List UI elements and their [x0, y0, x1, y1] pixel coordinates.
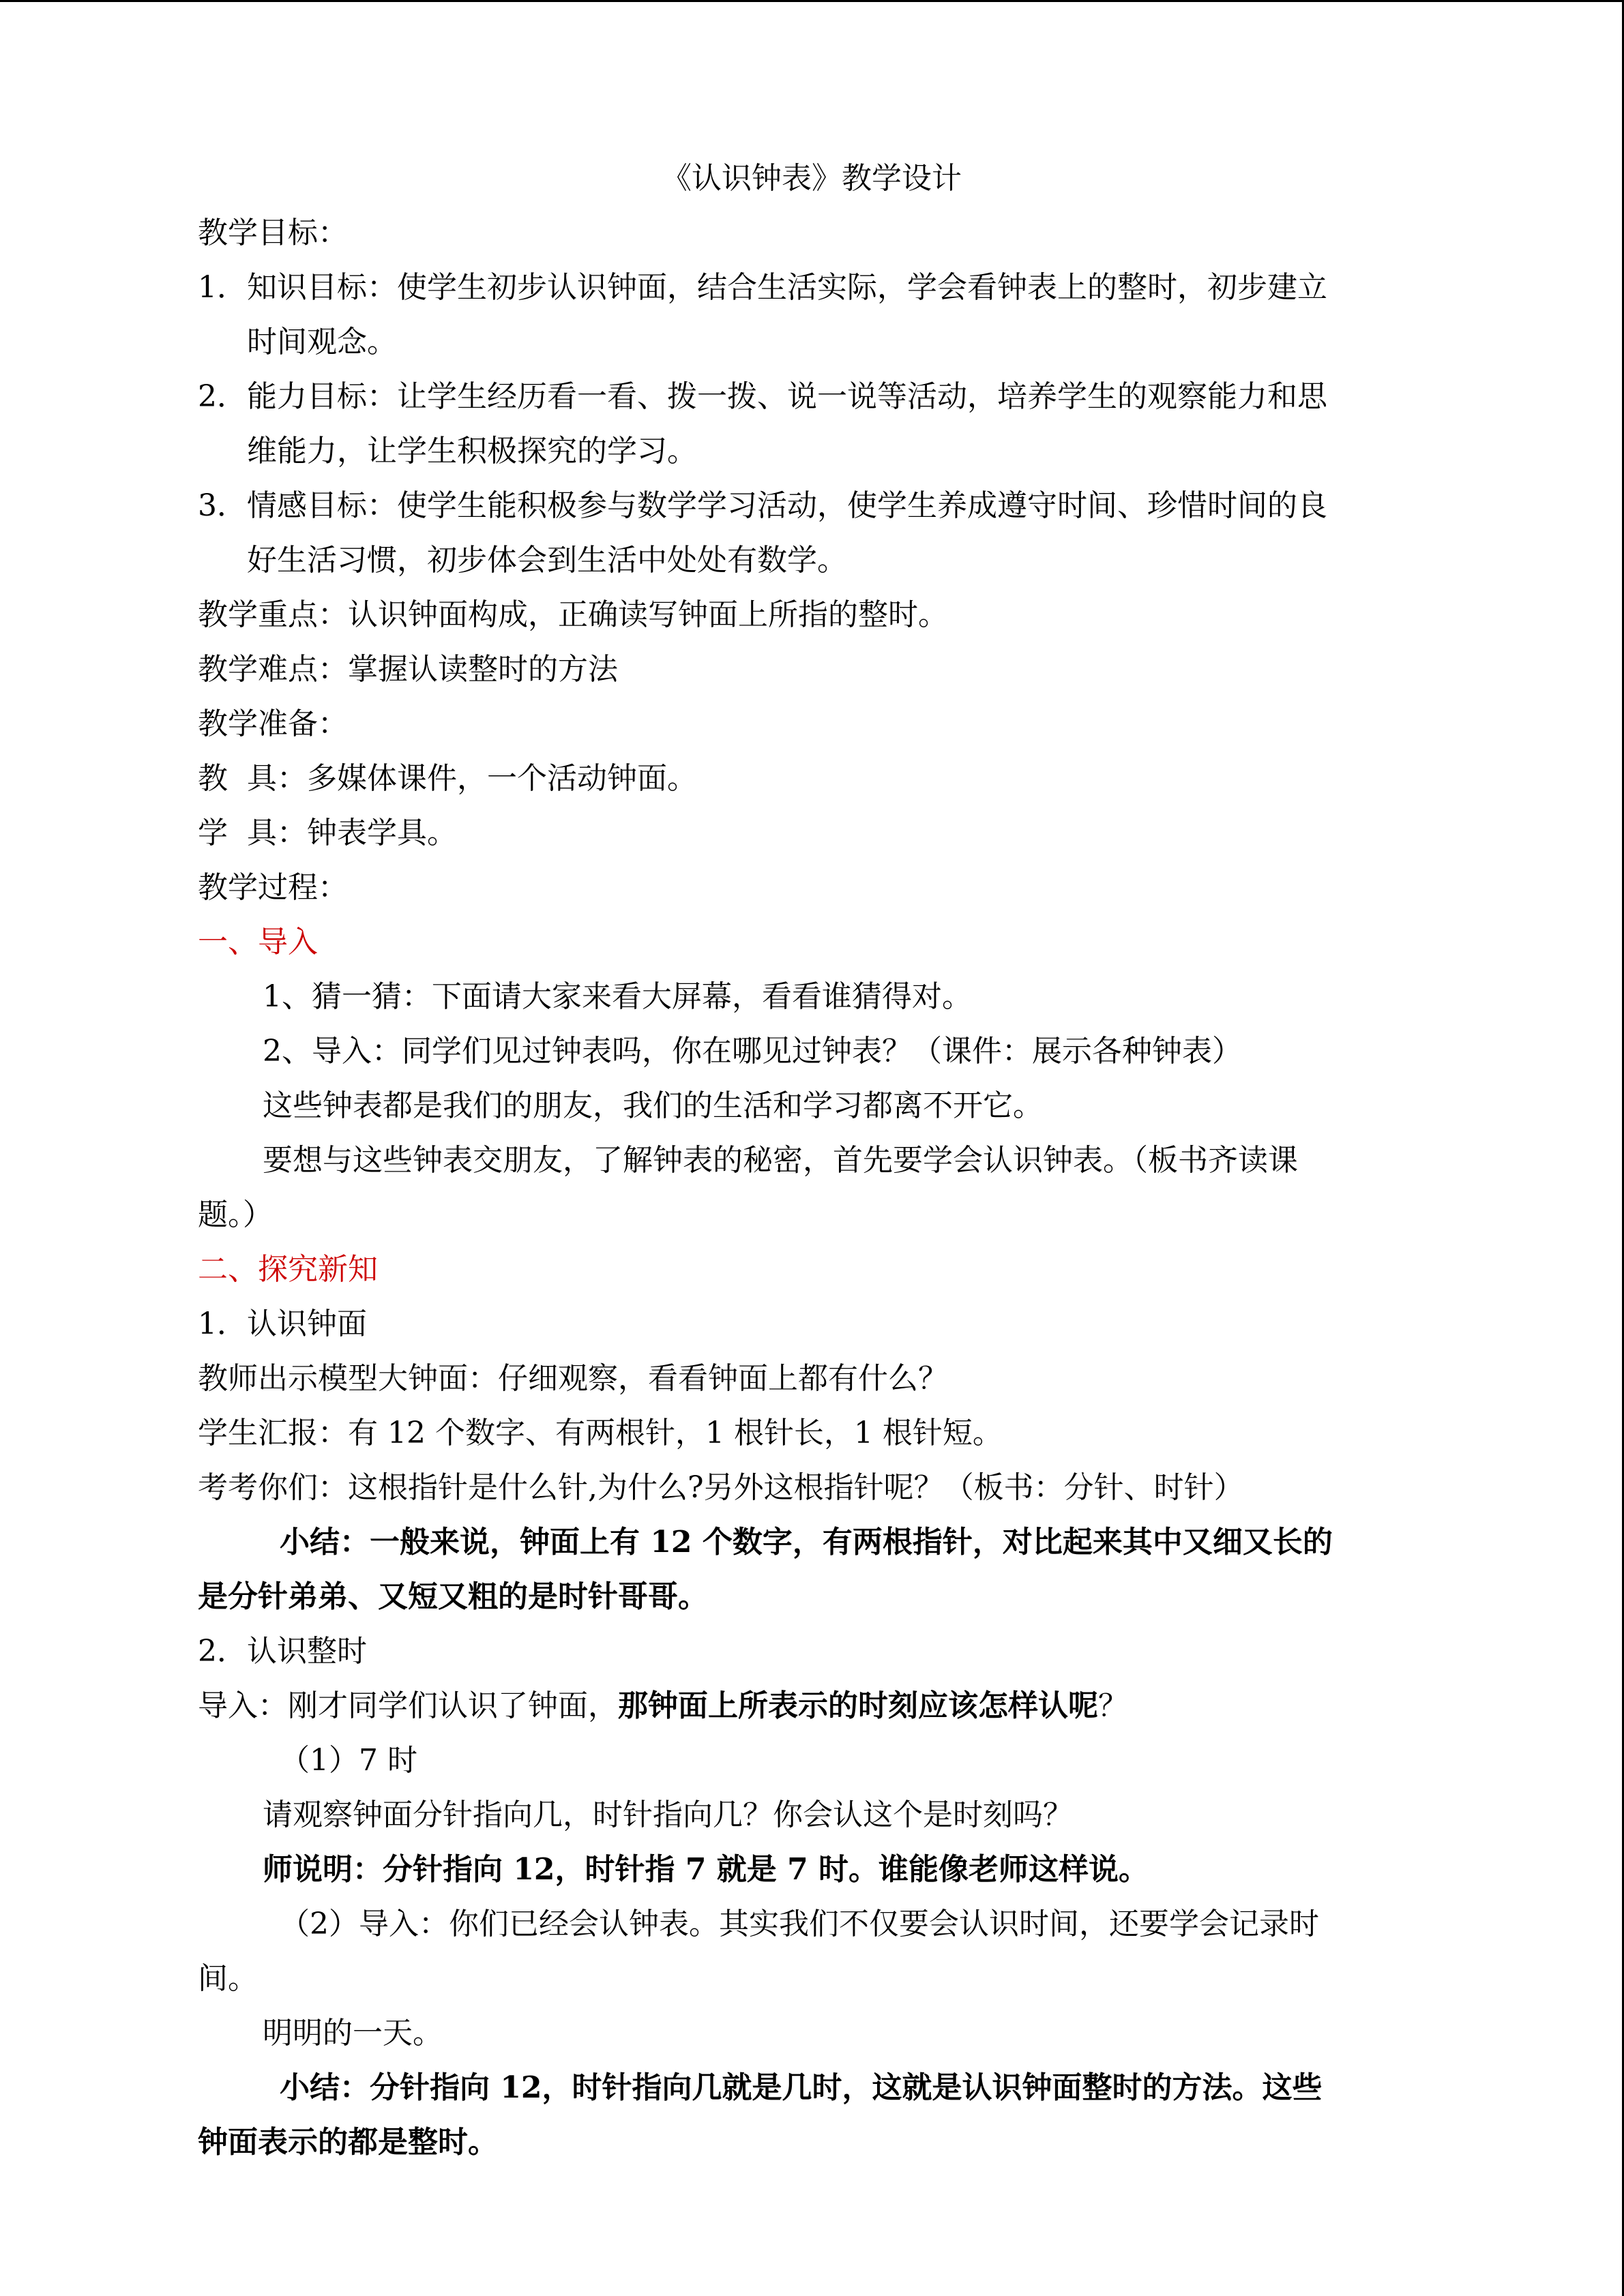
- objective-number: 2．: [198, 379, 247, 414]
- objective-3-cont: 好生活习惯，初步体会到生活中处处有数学。: [247, 543, 847, 578]
- teacher-shows: 教师出示模型大钟面：仔细观察，看看钟面上都有什么？: [198, 1361, 948, 1396]
- quiz-text: 考考你们：这根指针是什么针,为什么?另外这根指针呢？（板书：分针、时针）: [198, 1470, 1244, 1505]
- objective-text: 能力目标：让学生经历看一看、拨一拨、说一说等活动，培养学生的观察能力和思: [247, 379, 1327, 414]
- lead-in: [198, 1679, 1426, 1733]
- student-tools: 学 具：钟表学具。: [198, 816, 457, 850]
- friends-text: 这些钟表都是我们的朋友，我们的生活和学习都离不开它。: [263, 1088, 1043, 1123]
- subheading-clock-face: 1．认识钟面: [198, 1307, 367, 1341]
- objectives-heading: 教学目标：: [198, 215, 348, 250]
- objective-1-cont: 时间观念。: [247, 325, 397, 359]
- preparation-heading: 教学准备：: [198, 706, 348, 741]
- day-text: 明明的一天。: [263, 2016, 443, 2051]
- lead-in-plain: 导入：刚才同学们认识了钟面，: [198, 1688, 618, 1723]
- student-report: 学生汇报：有 12 个数字、有两根针，1 根针长，1 根针短。: [198, 1416, 1003, 1450]
- observe-question: 请观察钟面分针指向几，时针指向几？你会认这个是时刻吗？: [263, 1798, 1073, 1832]
- summary-2: 小结：分针指向 12，时针指向几就是几时，这就是认识钟面整时的方法。这些: [280, 2070, 1323, 2105]
- objective-number: 3．: [198, 488, 247, 523]
- lead-in-end: ？: [1098, 1688, 1128, 1723]
- document-body: [198, 151, 1426, 2170]
- want-text-cont: 题。）: [198, 1197, 273, 1232]
- page-border-top: [0, 0, 1624, 2]
- summary-1-cont: 是分针弟弟、又短又粗的是时针哥哥。: [198, 1579, 708, 1614]
- summary-1: 小结：一般来说，钟面上有 12 个数字，有两根指针，对比起来其中又细又长的: [280, 1525, 1333, 1560]
- teacher-explain: 师说明：分针指向 12，时针指 7 就是 7 时。谁能像老师这样说。: [263, 1852, 1149, 1887]
- guess-activity: 1、猜一猜：下面请大家来看大屏幕，看看谁猜得对。: [263, 979, 972, 1014]
- record-text: （2）导入：你们已经会认钟表。其实我们不仅要会认识时间，还要学会记录时: [280, 1907, 1319, 1941]
- objective-text: 情感目标：使学生能积极参与数学学习活动，使学生养成遵守时间、珍惜时间的良: [247, 488, 1327, 523]
- summary-2-cont: 钟面表示的都是整时。: [198, 2125, 498, 2160]
- intro-activity: 2、导入：同学们见过钟表吗，你在哪见过钟表？（课件：展示各种钟表）: [263, 1034, 1242, 1069]
- objective-2: [198, 370, 1426, 424]
- teacher-tools: 教 具：多媒体课件，一个活动钟面。: [198, 761, 697, 796]
- objective-1: [198, 260, 1426, 315]
- section-2-heading: 二、探究新知: [198, 1252, 378, 1287]
- want-text: 要想与这些钟表交朋友，了解钟表的秘密，首先要学会认识钟表。（板书齐读课: [263, 1143, 1298, 1178]
- process-heading: 教学过程：: [198, 870, 348, 905]
- seven-oclock: （1）7 时: [280, 1743, 417, 1778]
- lead-in-bold: 那钟面上所表示的时刻应该怎样认呢: [618, 1688, 1098, 1723]
- page-title: 《认识钟表》教学设计: [662, 161, 962, 196]
- objective-text: 知识目标：使学生初步认识钟面，结合生活实际，学会看钟表上的整时，初步建立: [247, 270, 1327, 305]
- objective-2-cont: 维能力，让学生积极探究的学习。: [247, 434, 697, 468]
- section-1-heading: 一、导入: [198, 925, 318, 959]
- key-point: 教学重点：认识钟面构成，正确读写钟面上所指的整时。: [198, 597, 948, 632]
- objective-3: [198, 479, 1426, 533]
- difficult-point: 教学难点：掌握认读整时的方法: [198, 652, 618, 687]
- subheading-whole-hours: 2．认识整时: [198, 1634, 367, 1669]
- record-text-cont: 间。: [198, 1961, 258, 1996]
- objective-number: 1．: [198, 270, 247, 305]
